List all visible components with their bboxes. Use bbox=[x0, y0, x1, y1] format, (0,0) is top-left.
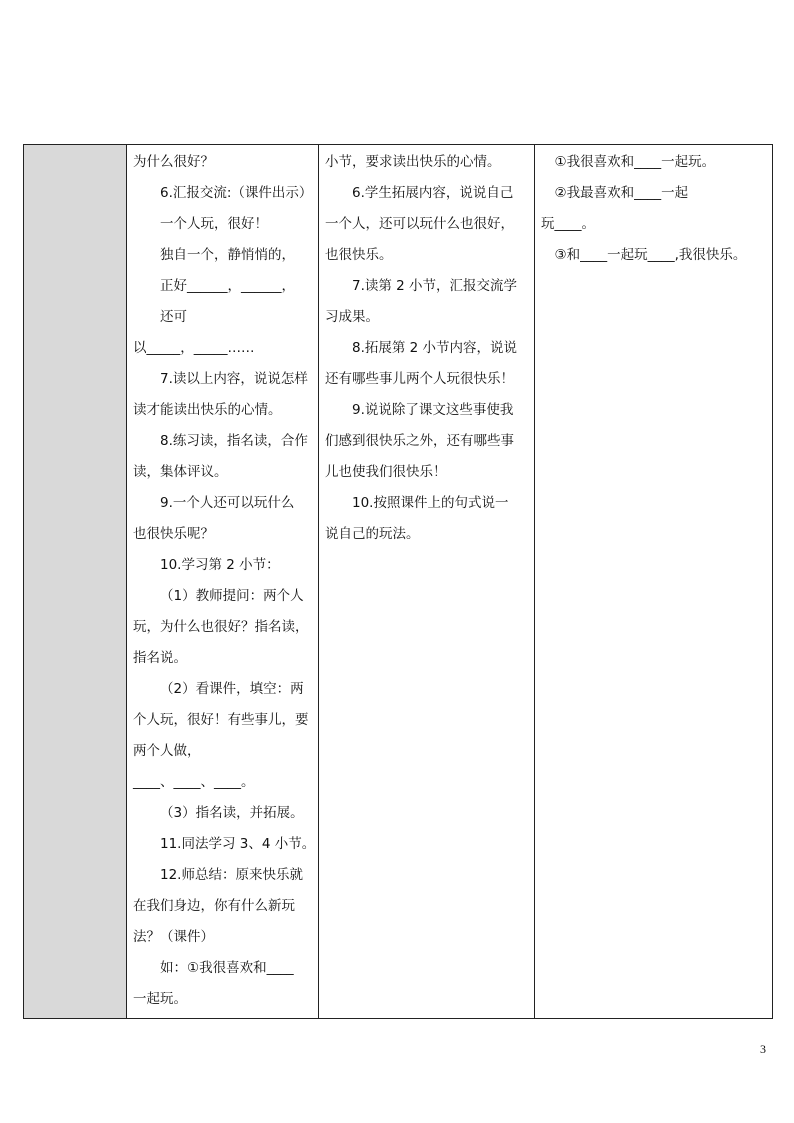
text-line: 指名说。 bbox=[133, 650, 187, 666]
text-line: 还可 bbox=[160, 309, 187, 325]
text-line: 一个人，还可以玩什么也很好， bbox=[325, 216, 514, 232]
text-line: 9.一个人还可以玩什么 bbox=[160, 495, 295, 511]
design-intent-cell bbox=[535, 145, 773, 1019]
text-line: 正好______，______， bbox=[160, 278, 295, 294]
text-line: ①我很喜欢和____一起玩。 bbox=[554, 154, 716, 170]
text-line: 独自一个，静悄悄的， bbox=[160, 247, 295, 263]
text-line: 也很快乐呢？ bbox=[133, 526, 214, 542]
text-line: 玩，为什么也很好？指名读， bbox=[133, 619, 309, 635]
text-line: 说自己的玩法。 bbox=[325, 526, 420, 542]
text-line: 们感到很快乐之外，还有哪些事 bbox=[325, 433, 514, 449]
text-line: 两个人做， bbox=[133, 743, 201, 759]
text-line: 玩____。 bbox=[541, 216, 595, 232]
text-line: 11.同法学习 3、4 小节。 bbox=[160, 836, 316, 852]
text-line: 法？（课件） bbox=[133, 929, 214, 945]
text-line: 7.读第 2 小节，汇报交流学 bbox=[352, 278, 518, 294]
page-number: 3 bbox=[760, 1042, 766, 1056]
text-line: ②我最喜欢和____一起 bbox=[554, 185, 689, 201]
text-line: 9.说说除了课文这些事使我 bbox=[352, 402, 514, 418]
text-line: 读才能读出快乐的心情。 bbox=[133, 402, 282, 418]
text-line: 一个人玩，很好！ bbox=[160, 216, 268, 232]
text-line: 7.读以上内容，说说怎样 bbox=[160, 371, 308, 387]
text-line: 小节，要求读出快乐的心情。 bbox=[325, 154, 501, 170]
text-line: 6.汇报交流:（课件出示） bbox=[160, 185, 313, 201]
text-line: 以_____，_____…… bbox=[133, 340, 255, 356]
text-line: 儿也使我们很快乐！ bbox=[325, 464, 447, 480]
text-line: 为什么很好？ bbox=[133, 154, 214, 170]
text-line: ③和____一起玩____,我很快乐。 bbox=[554, 247, 747, 263]
text-line: 12.师总结：原来快乐就 bbox=[160, 867, 303, 883]
text-line: （3）指名读，并拓展。 bbox=[160, 805, 304, 821]
text-line: 个人玩，很好！有些事儿，要 bbox=[133, 712, 309, 728]
text-line: （1）教师提问：两个人 bbox=[160, 588, 304, 604]
student-activity-cell bbox=[319, 145, 535, 1019]
teacher-activity-cell bbox=[127, 145, 319, 1019]
text-line: 一起玩。 bbox=[133, 991, 187, 1007]
text-line: 还有哪些事儿两个人玩很快乐！ bbox=[325, 371, 514, 387]
text-line: 在我们身边，你有什么新玩 bbox=[133, 898, 295, 914]
text-line: 10.按照课件上的句式说一 bbox=[352, 495, 509, 511]
text-line: 也很快乐。 bbox=[325, 247, 393, 263]
text-line: 8.练习读，指名读，合作 bbox=[160, 433, 308, 449]
text-line: 读，集体评议。 bbox=[133, 464, 228, 480]
lesson-plan-table bbox=[23, 144, 773, 1019]
text-line: 6.学生拓展内容，说说自己 bbox=[352, 185, 514, 201]
text-line: 8.拓展第 2 小节内容，说说 bbox=[352, 340, 518, 356]
text-line: 10.学习第 2 小节： bbox=[160, 557, 280, 573]
text-line: 习成果。 bbox=[325, 309, 379, 325]
text-line: 如：①我很喜欢和____ bbox=[160, 960, 294, 976]
text-line: （2）看课件，填空：两 bbox=[160, 681, 304, 697]
table-row bbox=[24, 145, 773, 1019]
text-line: ____、____、____。 bbox=[133, 774, 255, 790]
stage-label-cell bbox=[24, 145, 127, 1019]
